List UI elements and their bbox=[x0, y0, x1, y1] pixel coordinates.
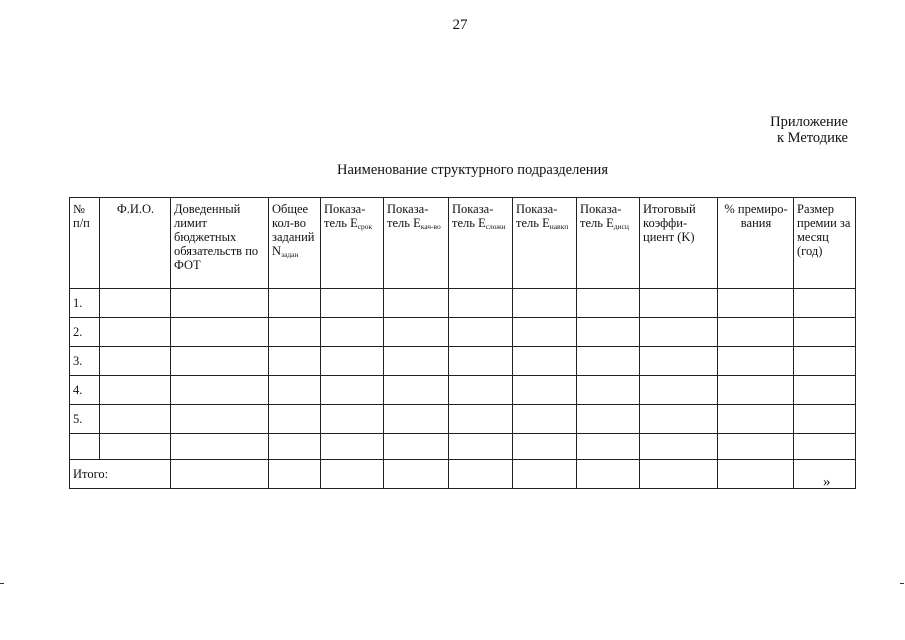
col-header-number: № п/п bbox=[70, 198, 100, 289]
appendix-line-2: к Методике bbox=[776, 130, 848, 146]
row-number-cell: 5. bbox=[70, 405, 100, 434]
bonus-table bbox=[69, 197, 856, 489]
col-header-indicator-deadline: Показа-тель $E_{срок}$ bbox=[321, 198, 384, 289]
table-row bbox=[70, 434, 856, 460]
col-header-bonus-amount: Размер премии за месяц (год) bbox=[794, 198, 856, 289]
closing-quote: » bbox=[823, 474, 831, 490]
col-header-name: Ф.И.О. bbox=[100, 198, 171, 289]
table-row bbox=[70, 318, 856, 347]
col-header-tasks-total: Общее кол-во заданий $N_{задан}$ bbox=[269, 198, 321, 289]
table-row bbox=[70, 347, 856, 376]
col-header-indicator-discipline: Показа-тель $E_{дисц}$ bbox=[577, 198, 640, 289]
col-header-indicator-quality: Показа-тель $E_{кач-во}$ bbox=[384, 198, 449, 289]
row-number-cell: 4. bbox=[70, 376, 100, 405]
right-edge-mark bbox=[900, 583, 904, 584]
bonus-table-container bbox=[69, 197, 856, 489]
row-number-cell: 3. bbox=[70, 347, 100, 376]
appendix-heading bbox=[770, 114, 848, 146]
left-edge-mark bbox=[0, 583, 4, 584]
col-header-bonus-percent: % премиро-вания bbox=[718, 198, 794, 289]
row-number-cell: 1. bbox=[70, 289, 100, 318]
table-row bbox=[70, 376, 856, 405]
total-label: Итого: bbox=[70, 460, 171, 489]
section-title: Наименование структурного подразделения bbox=[337, 162, 608, 178]
row-number-cell: 2. bbox=[70, 318, 100, 347]
table-row bbox=[70, 405, 856, 434]
table-total-row bbox=[70, 460, 856, 489]
col-header-indicator-complexity: Показа-тель $E_{сложн}$ bbox=[449, 198, 513, 289]
table-row bbox=[70, 289, 856, 318]
col-header-total-coefficient: Итоговый коэффи-циент (K) bbox=[640, 198, 718, 289]
page-number: 27 bbox=[452, 17, 468, 33]
col-header-budget-limit: Доведенный лимит бюджетных обязательств по ФОТ bbox=[171, 198, 269, 289]
table-header-row bbox=[70, 198, 856, 289]
col-header-indicator-qualification: Показа-тель $E_{навкп}$ bbox=[513, 198, 577, 289]
appendix-line-1: Приложение bbox=[770, 114, 848, 130]
row-number-cell bbox=[70, 434, 100, 460]
